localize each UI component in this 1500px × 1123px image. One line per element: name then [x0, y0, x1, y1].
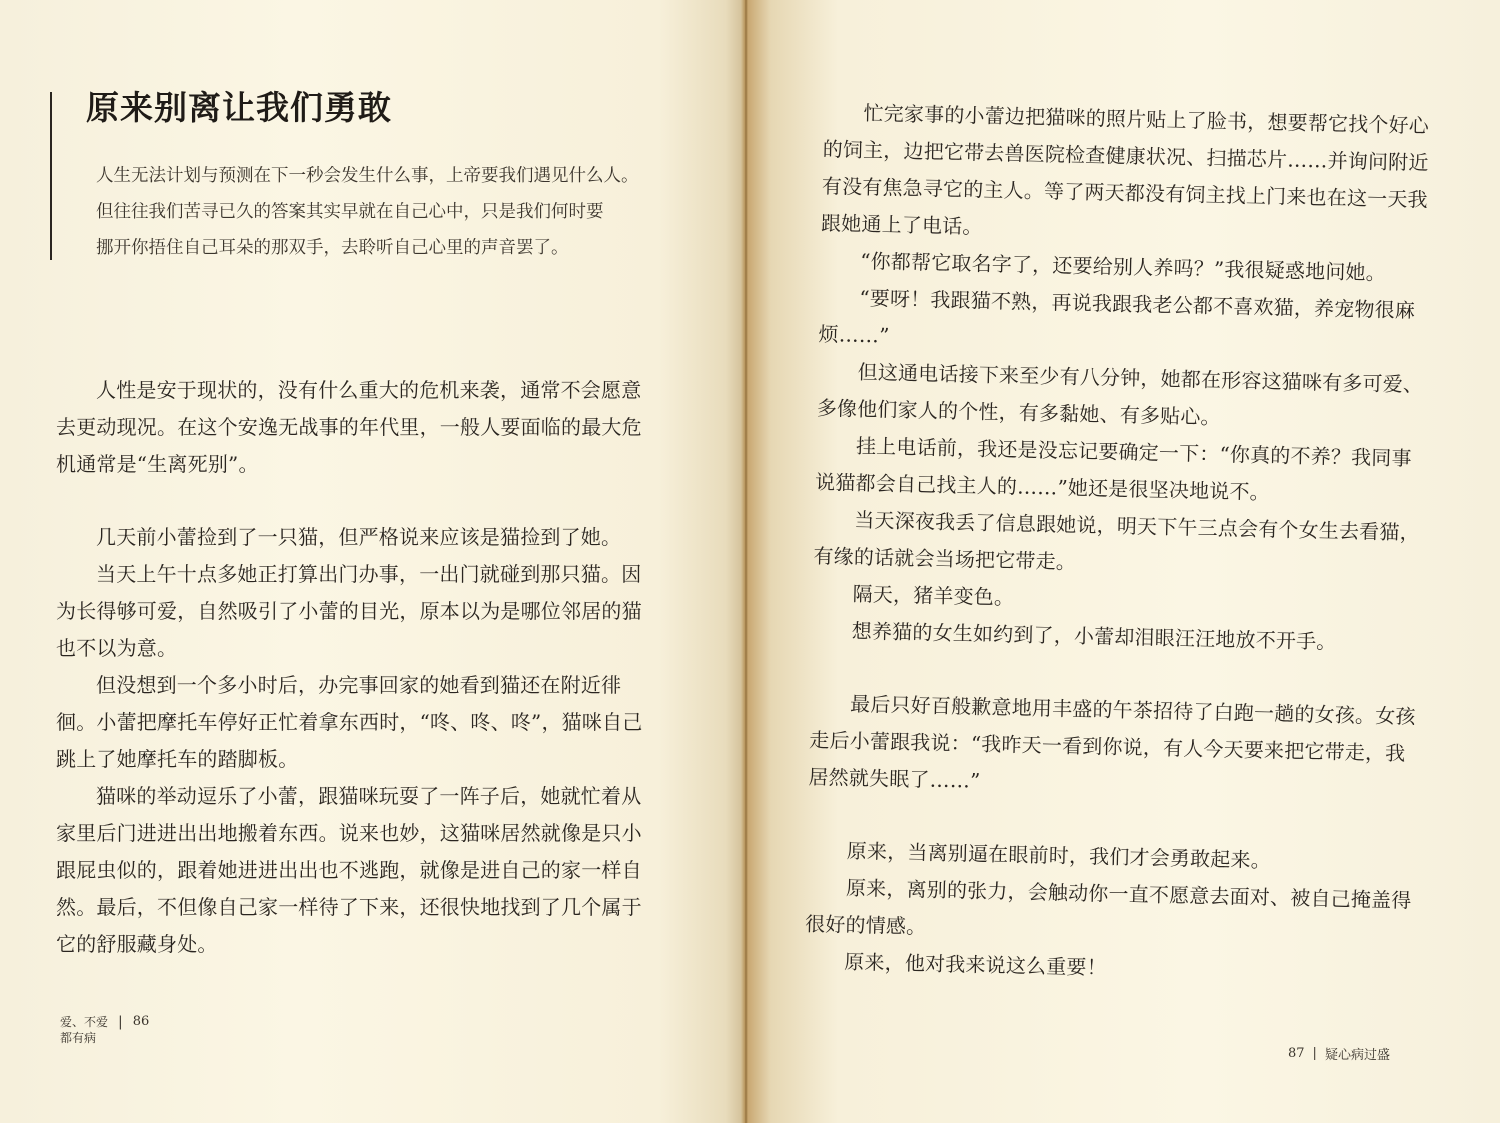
paragraph: 当天上午十点多她正打算出门办事，一出门就碰到那只猫。因为长得够可爱，自然吸引了小蕾的目光，原本以为是哪位邻居的猫也不以为意。	[56, 562, 642, 660]
footer-separator: |	[1312, 1046, 1317, 1061]
paragraph: 几天前小蕾捡到了一只猫，但严格说来应该是猫捡到了她。	[96, 525, 622, 549]
paragraph: 当天深夜我丢了信息跟她说，明天下午三点会有个女生去看猫，有缘的话就会当场把它带走。	[813, 507, 1421, 574]
right-body-text	[804, 94, 1436, 994]
paragraph: 最后只好百般歉意地用丰盛的午茶招待了白跑一趟的女孩。女孩走后小蕾跟我说：“我昨天一看到你说，有人今天要来把它带走，我居然就失眠了……”	[808, 691, 1416, 793]
paragraph-gap	[56, 483, 656, 519]
paragraph: 但这通电话接下来至少有八分钟，她都在形容这猫咪有多可爱、多像他们家人的个性，有多黏她、有多贴心。	[816, 359, 1424, 430]
paragraph: “你都帮它取名字了，还要给别人养吗？”我很疑惑地问她。	[859, 248, 1387, 285]
left-body-text	[56, 372, 656, 963]
paragraph: 原来，当离别逼在眼前时，我们才会勇敢起来。	[846, 838, 1272, 873]
chapter-name: 疑心病过盛	[1324, 1048, 1390, 1063]
page-number: 86	[132, 1014, 150, 1029]
paragraph: 想养猫的女生如约到了，小蕾却泪眼汪汪地放不开手。	[851, 618, 1337, 654]
paragraph: 隔天，猪羊变色。	[852, 581, 1015, 610]
intro-line: 但往往我们苦寻已久的答案其实早就在自己心中，只是我们何时要	[96, 202, 604, 222]
paragraph: 挂上电话前，我还是没忘记要确定一下：“你真的不养？我同事说猫都会自己找主人的……”她还是很坚决地说不。	[814, 433, 1412, 505]
paragraph: 原来，他对我来说这么重要！	[844, 949, 1108, 980]
page-number: 87	[1288, 1046, 1305, 1061]
paragraph: “要呀！我跟猫不熟，再说我跟我老公都不喜欢猫，养宠物很麻烦……”	[818, 285, 1416, 348]
footer-separator: |	[118, 1014, 123, 1030]
right-footer	[1288, 1044, 1390, 1063]
left-page	[0, 0, 748, 1123]
paragraph: 忙完家事的小蕾边把猫咪的照片贴上了脸书，想要帮它找个好心的饲主，边把它带去兽医院检查健康状况、扫描芯片……并询问附近有没有焦急寻它的主人。等了两天都没有饲主找上门来也在这一天我跟她通上了电话。	[820, 100, 1430, 239]
intro-line: 人生无法计划与预测在下一秒会发生什么事，上帝要我们遇见什么人。	[96, 166, 639, 186]
left-footer	[60, 1014, 149, 1046]
chapter-title: 原来别离让我们勇敢	[86, 88, 392, 127]
paragraph: 原来，离别的张力，会触动你一直不愿意去面对、被自己掩盖得很好的情感。	[804, 875, 1412, 939]
book-title-line1: 爱、不爱	[60, 1015, 109, 1029]
paragraph: 猫咪的举动逗乐了小蕾，跟猫咪玩耍了一阵子后，她就忙着从家里后门进进出出地搬着东西。说来也妙，这猫咪居然就像是只小跟屁虫似的，跟着她进进出出也不逃跑，就像是进自己的家一样自然。最后，不但像自己家一样待了下来，还很快地找到了几个属于它的舒服藏身处。	[56, 784, 642, 956]
chapter-intro	[96, 158, 696, 266]
paragraph: 人性是安于现状的，没有什么重大的危机来袭，通常不会愿意去更动现况。在这个安逸无战事的年代里，一般人要面临的最大危机通常是“生离死别”。	[56, 378, 642, 476]
book-title-line2: 都有病	[60, 1031, 97, 1045]
paragraph: 但没想到一个多小时后，办完事回家的她看到猫还在附近徘徊。小蕾把摩托车停好正忙着拿东西时，“咚、咚、咚”，猫咪自己跳上了她摩托车的踏脚板。	[56, 673, 643, 771]
intro-line: 挪开你捂住自己耳朵的那双手，去聆听自己心里的声音罢了。	[96, 238, 569, 258]
title-rule	[50, 92, 52, 260]
